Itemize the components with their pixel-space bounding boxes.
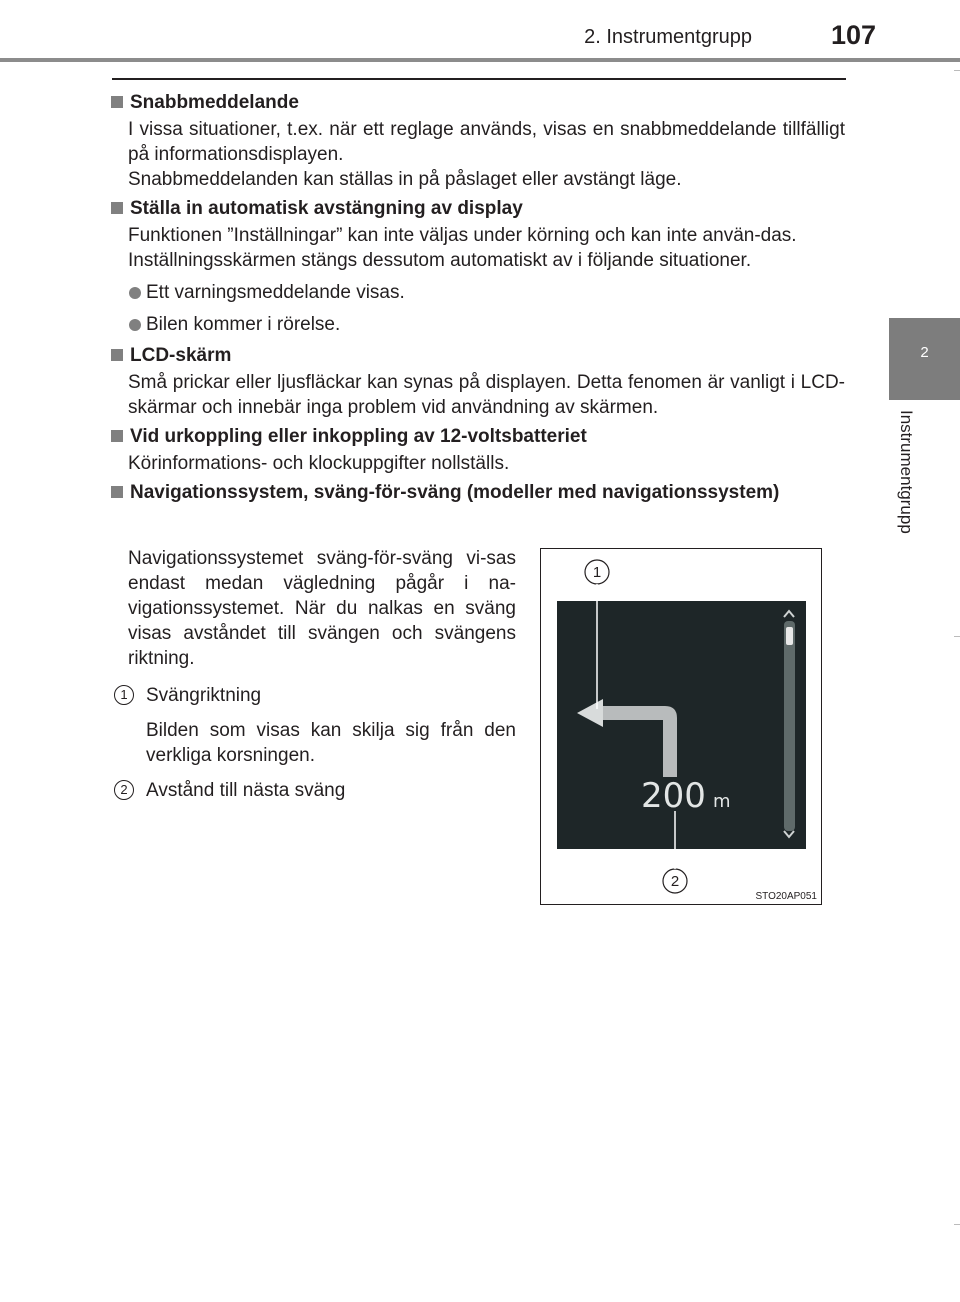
section-title: LCD-skärm [110,343,845,368]
numbered-item-note: Bilden som visas kan skilja sig från den verkliga korsningen. [146,720,516,766]
navigation-intro: Navigationssystemet sväng-för-sväng vi-sas endast medan vägledning pågår i na-vigationssystemet. När du nalkas en sväng visas avståndet till svängen och svängens riktning. [128,548,516,669]
section-title: Snabbmeddelande [110,90,845,115]
side-tab-title-text: Instrumentgrupp [897,410,916,534]
numbered-item-label: Svängriktning [146,685,262,706]
square-bullet-icon [111,430,123,442]
section-lcd [110,343,845,420]
square-bullet-icon [111,202,123,214]
turn-by-turn-figure [540,548,822,905]
section-paragraph: Körinformations- och klockuppgifter nollställs. [128,453,510,474]
section-paragraph: Små prickar eller ljusfläckar kan synas på displayen. Detta fenomen är vanligt i LCD-skärmar och innebär inga problem vid användning av skärmen. [128,372,845,418]
section-paragraph: I vissa situationer, t.ex. när ett reglage används, visas en snabbmeddelande tillfälligt på informationsdisplayen. [128,119,845,165]
navigation-description [120,546,516,803]
section-paragraph: Inställningsskärmen stängs dessutom automatiskt av i följande situationer. [128,250,752,271]
main-content [110,90,845,509]
section-quick-message [110,90,845,192]
section-title: Ställa in automatisk avstängning av display [110,196,845,221]
edge-mark [954,1224,960,1225]
edge-mark [954,70,960,71]
numbered-item [120,683,516,708]
scroll-thumb [786,627,793,645]
section-paragraph: Snabbmeddelanden kan ställas in på påslaget eller avstängt läge. [128,169,682,190]
header-divider [0,58,960,62]
distance-unit: m [713,791,731,812]
circle-bullet-icon [129,287,141,299]
content-top-rule [112,78,846,80]
square-bullet-icon [111,96,123,108]
page-number: 107 [830,20,876,50]
list-item: Ett varningsmeddelande visas. [110,280,845,305]
square-bullet-icon [111,349,123,361]
chapter-side-tab [889,318,960,400]
numbered-item [120,778,516,803]
page-header [0,0,960,62]
figure-code: STO20AP051 [755,891,817,902]
callout-label-2: 2 [670,873,680,890]
section-auto-shutoff [110,196,845,337]
side-tab-title [896,410,926,570]
numbered-item-label: Avstånd till nästa sväng [146,780,346,801]
callout-number-2: 2 [114,780,134,800]
list-item: Bilen kommer i rörelse. [110,312,845,337]
distance-value: 200 [641,776,706,816]
callout-number-1: 1 [114,685,134,705]
circle-bullet-icon [129,319,141,331]
scroll-track [784,621,795,831]
section-title: Navigationssystem, sväng-för-sväng (modeller med navigationssystem) [110,480,845,505]
side-tab-number: 2 [920,344,929,361]
section-title: Vid urkoppling eller inkoppling av 12-voltsbatteriet [110,424,845,449]
section-battery [110,424,845,476]
figure-illustration [541,549,821,904]
section-navigation [110,480,845,505]
edge-mark [954,636,960,637]
section-paragraph: Funktionen ”Inställningar” kan inte väljas under körning och kan inte använ-das. [128,225,797,246]
square-bullet-icon [111,486,123,498]
header-chapter-title: 2. Instrumentgrupp [584,26,752,48]
callout-label-1: 1 [592,564,602,581]
